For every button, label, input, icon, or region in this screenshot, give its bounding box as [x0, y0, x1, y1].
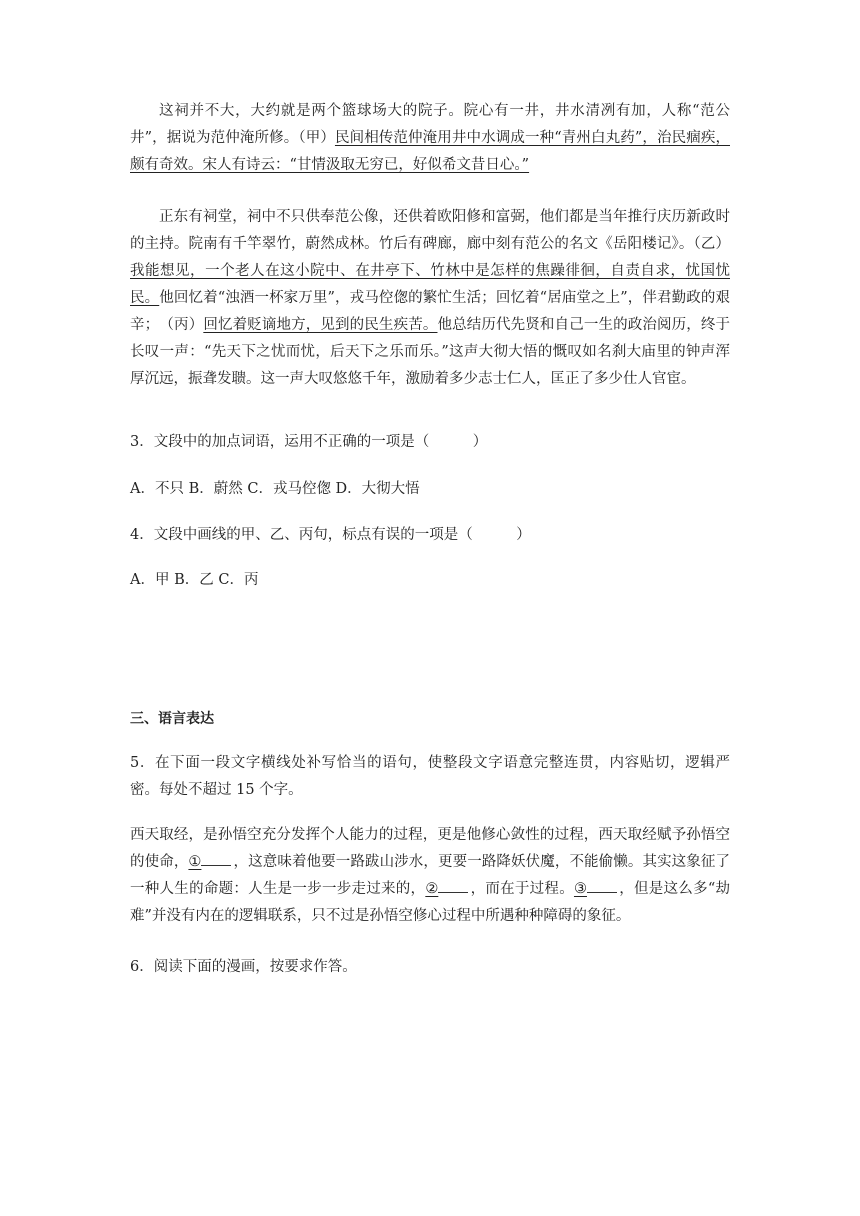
question-4-stem: 4．文段中画线的甲、乙、丙句，标点有误的一项是（ ）: [130, 527, 531, 543]
question-5-passage: [130, 822, 730, 930]
section-title: 三、语言表达: [130, 711, 214, 727]
question-5-stem: 5．在下面一段文字横线处补写恰当的语句，使整段文字语意完整连贯，内容贴切，逻辑严密。每处不超过 15 个字。: [130, 755, 730, 798]
blank-3-line: [587, 878, 617, 893]
blank-1[interactable]: ①: [188, 849, 233, 876]
sentence-bing-underlined: 回忆着贬谪地方，见到的民生疾苦。: [203, 317, 438, 333]
sentence-jia-underlined: 民间相传范仲淹用井中水调成一种“青州白丸药”，治民痼疾，颇有奇效。宋人有诗云：“甘情汲取无穷已，好似希文昔日心。”: [130, 130, 730, 173]
question-4-options: A．甲 B．乙 C．丙: [130, 572, 259, 588]
question-6-stem: 6．阅读下面的漫画，按要求作答。: [130, 959, 357, 975]
sentence-yi-tag: （乙）: [693, 236, 731, 252]
sentence-jia-tag: （甲）: [298, 130, 335, 146]
paragraph-text: ，而在于过程。: [470, 881, 574, 897]
question-3-options: A．不只 B．蔚然 C．戎马倥偬 D．大彻大悟: [130, 481, 420, 497]
paragraph-text: 这祠并不大，大约就是两个篮球场大的院子。院心有一井，井水清冽有加，人称“范公井”，据说为范仲淹所修。: [130, 103, 730, 146]
paragraph-text: ，这意味着他要一路跋山涉水，更要一路降妖伏魔，不能偷懒。其实这象征了一种人生的命题：人生是一步一步走过来的，: [130, 854, 730, 897]
passage-paragraph-1: [130, 98, 730, 179]
sentence-bing-tag: （丙）: [166, 317, 204, 333]
paragraph-text: ，但是这么多“劫难”并没有内在的逻辑联系，只不过是孙悟空修心过程中所遇种种障碍的象征。: [130, 881, 731, 924]
blank-2-line: [438, 878, 468, 893]
blank-3[interactable]: ③: [574, 876, 619, 903]
paragraph-text: 正东有祠堂，祠中不只供奉范公像，还供着欧阳修和富弼，他们都是当年推行庆历新政时的主持。院南有千竿翠竹，蔚然成林。竹后有碑廊，廊中刻有范公的名文《岳阳楼记》。: [130, 209, 730, 252]
paragraph-text: 他回忆着“浊酒一杯家万里”，戎马倥偬的繁忙生活；回忆着“居庙堂之上”，伴君勤政的艰辛；: [130, 290, 730, 333]
paragraph-text: 西天取经，是孙悟空充分发挥个人能力的过程，更是他修心敛性的过程，西天取经赋予孙悟空的使命，: [130, 827, 730, 870]
sentence-yi-underlined: 我能想见，一个老人在这小院中、在井亭下、竹林中是怎样的焦躁徘徊，自责自求，忧国忧民。: [130, 263, 730, 306]
question-3-stem: 3．文段中的加点词语，运用不正确的一项是（ ）: [130, 434, 488, 450]
blank-1-line: [201, 851, 231, 866]
paragraph-text: 他总结历代先贤和自己一生的政治阅历，终于长叹一声：“先天下之忧而忧，后天下之乐而乐。”这声大彻大悟的慨叹如名刹大庙里的钟声浑厚沉远，振聋发聩。这一声大叹悠悠千年，激励着多少志士仁人，匡正了多少仕人官宦。: [130, 317, 731, 387]
blank-2[interactable]: ②: [425, 876, 470, 903]
passage-paragraph-2: [130, 204, 730, 393]
